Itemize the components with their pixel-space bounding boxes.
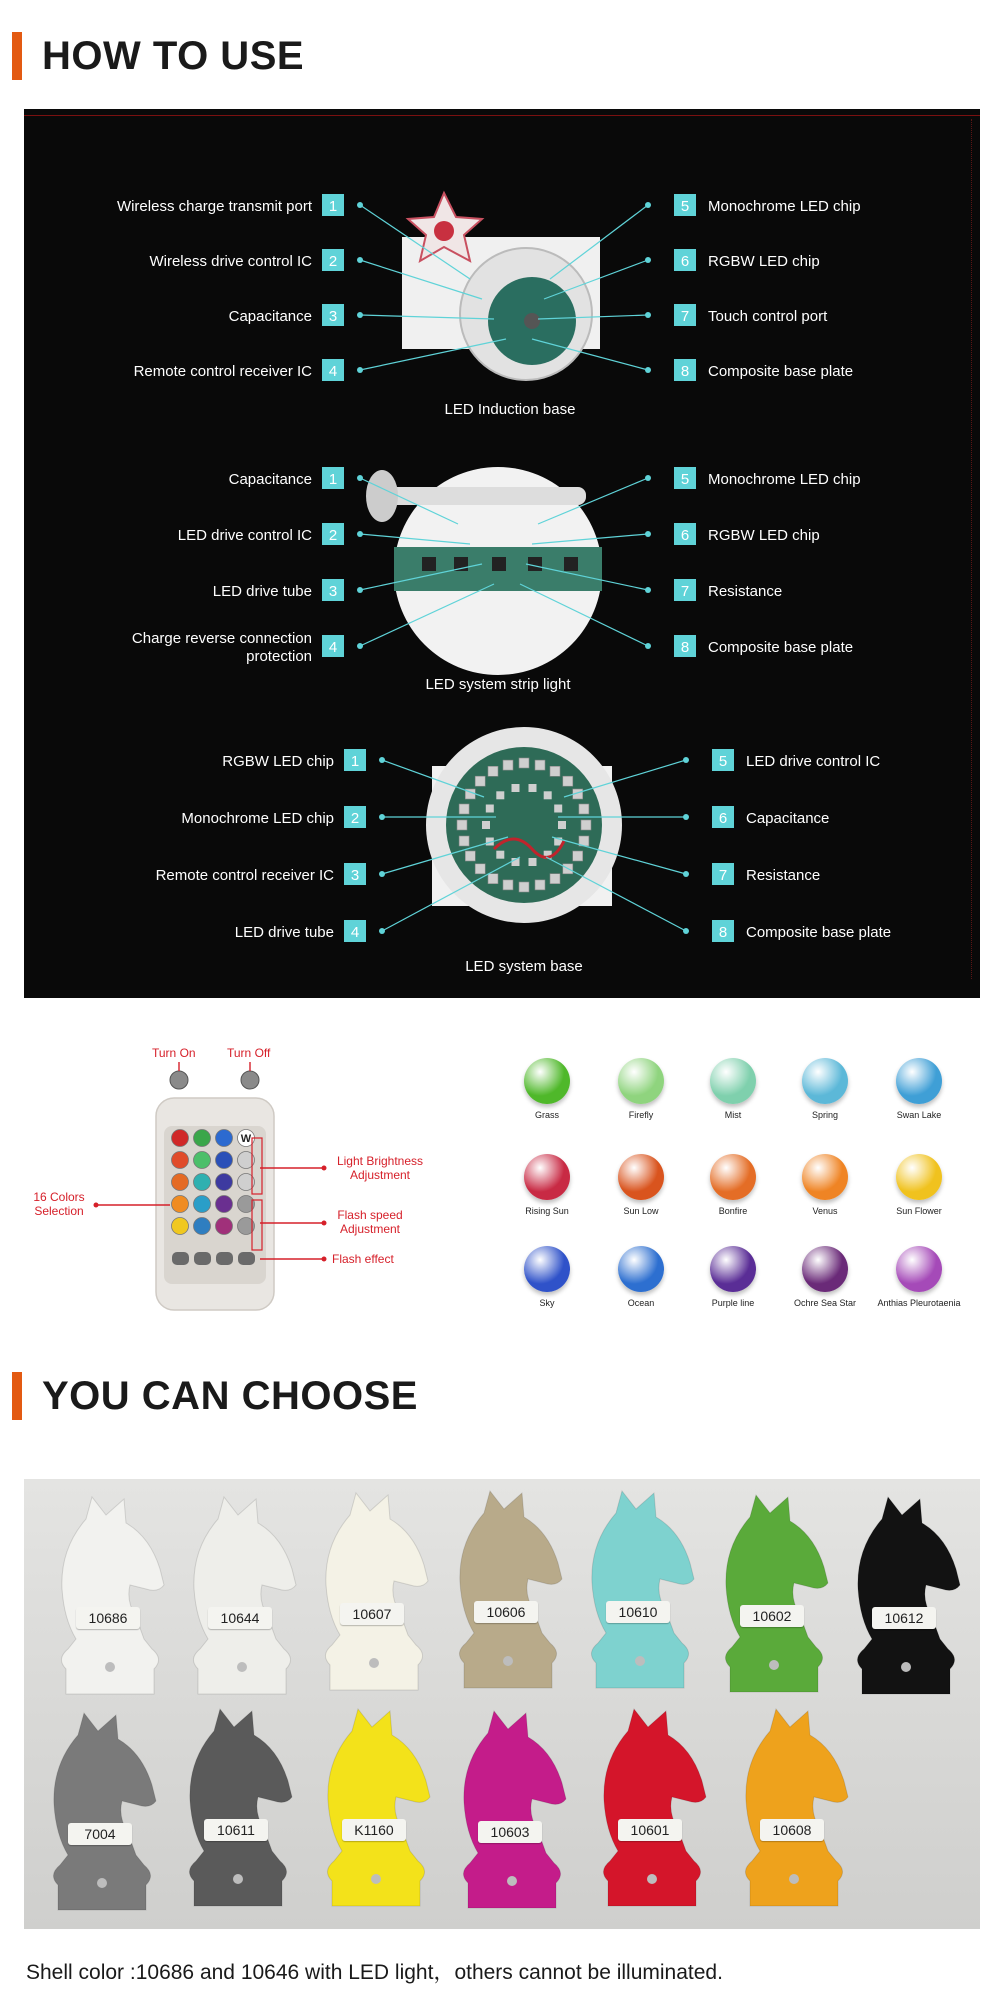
callout-label-left: Capacitance xyxy=(228,308,312,325)
colors-selection-line2: Selection xyxy=(34,1204,84,1218)
horse-shell xyxy=(38,1705,166,1920)
led-chip xyxy=(496,851,504,859)
callout-number: 2 xyxy=(328,527,338,544)
callout-label-left: Remote control receiver IC xyxy=(133,363,312,380)
horse-shell xyxy=(310,1485,438,1700)
diagram-caption: LED system strip light xyxy=(425,676,571,693)
remote-key xyxy=(216,1174,233,1191)
diagram-block-1 xyxy=(117,193,861,418)
color-ball xyxy=(524,1154,570,1200)
callout-label-left: LED drive tube xyxy=(234,924,334,941)
remote-key xyxy=(194,1152,211,1169)
orange-accent-bar xyxy=(12,32,22,80)
flash-speed-line1: Flash speed xyxy=(337,1208,403,1222)
shell-color-code: 10608 xyxy=(760,1819,824,1841)
fine-print-text xyxy=(14,1443,374,1450)
color-option xyxy=(686,1246,780,1308)
callout-number: 7 xyxy=(718,867,728,884)
led-chip xyxy=(535,880,545,890)
remote-key xyxy=(194,1174,211,1191)
color-name: Purple line xyxy=(711,1298,755,1308)
color-option xyxy=(686,1058,780,1120)
remote-key xyxy=(172,1218,189,1235)
callout-number: 4 xyxy=(328,639,338,656)
color-ball-grid xyxy=(500,1058,970,1318)
mount-hole xyxy=(635,1656,645,1666)
color-option xyxy=(500,1154,594,1216)
led-diagram-panel xyxy=(24,109,980,998)
color-name: Venus xyxy=(812,1206,838,1216)
led-chip xyxy=(488,874,498,884)
led-chip xyxy=(529,858,537,866)
shell-color-code: 10686 xyxy=(76,1607,140,1629)
color-ball xyxy=(896,1154,942,1200)
color-name: Spring xyxy=(811,1110,838,1120)
horse-shell xyxy=(842,1489,970,1704)
callout-number: 1 xyxy=(328,471,338,488)
you-can-choose-header xyxy=(12,1372,418,1420)
mount-hole xyxy=(105,1662,115,1672)
remote-key xyxy=(216,1130,233,1147)
callout-label-right: Capacitance xyxy=(746,810,830,827)
callout-label-right: Composite base plate xyxy=(708,363,854,380)
led-chip xyxy=(579,804,589,814)
callout-number: 3 xyxy=(328,308,338,325)
led-chip xyxy=(496,791,504,799)
horse-shell xyxy=(444,1483,572,1698)
color-name: Swan Lake xyxy=(896,1110,942,1120)
callout-label-right: Monochrome LED chip xyxy=(708,471,861,488)
color-name: Grass xyxy=(534,1110,559,1120)
mount-hole xyxy=(507,1876,517,1886)
shell-color-code: K1160 xyxy=(342,1819,406,1841)
led-chip xyxy=(544,791,552,799)
callout-number: 8 xyxy=(718,924,728,941)
flash-effect-label: Flash effect xyxy=(332,1252,394,1266)
mount-hole xyxy=(789,1874,799,1884)
shell-color-code: 10607 xyxy=(340,1603,404,1625)
led-chip xyxy=(503,880,513,890)
horse-shape xyxy=(730,1701,858,1911)
remote-key-w: W xyxy=(240,1133,252,1145)
color-ball xyxy=(802,1154,848,1200)
brightness-line1: Light Brightness xyxy=(336,1154,424,1168)
callout-label-right: Resistance xyxy=(708,583,783,600)
led-chip xyxy=(457,820,467,830)
horse-shell xyxy=(178,1489,306,1704)
callout-label-left: Capacitance xyxy=(228,471,312,488)
mount-hole xyxy=(97,1878,107,1888)
color-option xyxy=(594,1058,688,1120)
color-ball xyxy=(896,1246,942,1292)
remote-key xyxy=(172,1152,189,1169)
callout-label-left: Charge reverse connection xyxy=(131,630,312,647)
shell-color-photo xyxy=(24,1479,980,1929)
led-chip xyxy=(475,776,485,786)
color-ball xyxy=(524,1246,570,1292)
flash-effect-key xyxy=(194,1252,211,1265)
diagram-canvas xyxy=(24,109,980,998)
system-base-pcb xyxy=(446,747,602,903)
remote-key xyxy=(172,1130,189,1147)
color-ball xyxy=(710,1058,756,1104)
mount-hole xyxy=(769,1660,779,1670)
diagram-caption: LED system base xyxy=(465,958,583,975)
shell-color-code: 10603 xyxy=(478,1821,542,1843)
horse-shell xyxy=(730,1701,858,1916)
horse-shell xyxy=(312,1701,440,1916)
color-option xyxy=(872,1154,966,1216)
mount-hole xyxy=(647,1874,657,1884)
shell-color-code: 10610 xyxy=(606,1601,670,1623)
color-option xyxy=(594,1246,688,1308)
callout-label-right: Touch control port xyxy=(708,308,828,325)
horse-shell xyxy=(710,1487,838,1702)
horse-shell xyxy=(576,1483,704,1698)
diagram-caption: LED Induction base xyxy=(444,401,576,418)
color-option xyxy=(778,1058,872,1120)
shell-color-code: 10606 xyxy=(474,1601,538,1623)
callout-number: 1 xyxy=(350,753,360,770)
callout-number: 6 xyxy=(718,810,728,827)
color-ball xyxy=(802,1246,848,1292)
callout-label-right: Monochrome LED chip xyxy=(708,198,861,215)
remote-key xyxy=(194,1130,211,1147)
callout-label-left: LED drive tube xyxy=(212,583,312,600)
remote-key xyxy=(194,1196,211,1213)
color-ball xyxy=(896,1058,942,1104)
how-to-use-title: HOW TO USE xyxy=(42,33,305,78)
callout-label-left: Wireless charge transmit port xyxy=(116,198,312,215)
callout-number: 5 xyxy=(718,753,728,770)
horse-shape xyxy=(448,1703,576,1913)
shell-color-note: Shell color :10686 and 10646 with LED light，others cannot be illuminated. xyxy=(26,1961,723,1984)
color-ball xyxy=(710,1246,756,1292)
strip-chip xyxy=(564,557,578,571)
led-chip xyxy=(459,804,469,814)
remote-key xyxy=(216,1152,233,1169)
color-name: Ochre Sea Star xyxy=(793,1298,857,1308)
callout-label-left: protection xyxy=(246,648,312,665)
how-to-use-header xyxy=(12,32,304,80)
color-ball xyxy=(710,1154,756,1200)
horse-shape xyxy=(174,1701,302,1911)
callout-number: 4 xyxy=(350,924,360,941)
shell-color-code: 10611 xyxy=(204,1819,268,1841)
shell-color-code: 10602 xyxy=(740,1605,804,1627)
color-ball xyxy=(618,1058,664,1104)
led-chip xyxy=(554,805,562,813)
horse-shape xyxy=(38,1705,166,1915)
color-option xyxy=(500,1246,594,1308)
strip-chip xyxy=(528,557,542,571)
callout-label-left: Monochrome LED chip xyxy=(181,810,334,827)
callout-label-right: Composite base plate xyxy=(746,924,892,941)
callout-number: 5 xyxy=(680,198,690,215)
color-name: Sky xyxy=(539,1298,555,1308)
strip-chip xyxy=(422,557,436,571)
color-option xyxy=(872,1246,966,1308)
brightness-label xyxy=(332,1154,428,1182)
callout-label-left: LED drive control IC xyxy=(177,527,312,544)
horse-shape xyxy=(310,1485,438,1695)
horse-shape xyxy=(710,1487,838,1697)
callout-label-left: Remote control receiver IC xyxy=(155,867,334,884)
mount-hole xyxy=(233,1874,243,1884)
callout-number: 3 xyxy=(350,867,360,884)
callout-label-left: RGBW LED chip xyxy=(222,753,334,770)
horse-shell xyxy=(46,1489,174,1704)
callout-number: 1 xyxy=(328,198,338,215)
callout-number: 3 xyxy=(328,583,338,600)
remote-key xyxy=(172,1174,189,1191)
flash-effect-key xyxy=(216,1252,233,1265)
horse-shape xyxy=(312,1701,440,1911)
mount-hole xyxy=(369,1658,379,1668)
horse-shape xyxy=(842,1489,970,1699)
callout-label-right: Resistance xyxy=(746,867,821,884)
callout-label-left: Wireless drive control IC xyxy=(149,253,312,270)
led-chip xyxy=(488,766,498,776)
remote-key xyxy=(194,1218,211,1235)
led-chip xyxy=(519,882,529,892)
color-name: Sun Low xyxy=(623,1206,659,1216)
callout-number: 5 xyxy=(680,471,690,488)
callout-number: 8 xyxy=(680,639,690,656)
callout-label-right: Composite base plate xyxy=(708,639,854,656)
led-chip xyxy=(550,766,560,776)
remote-key xyxy=(172,1196,189,1213)
colors-selection-label xyxy=(26,1190,92,1218)
you-can-choose-title: YOU CAN CHOOSE xyxy=(42,1373,418,1418)
horse-shape xyxy=(576,1483,704,1693)
horse-shell xyxy=(174,1701,302,1916)
callout-number: 4 xyxy=(328,363,338,380)
led-chip xyxy=(550,874,560,884)
colors-selection-line1: 16 Colors xyxy=(33,1190,85,1204)
diagram-block-3 xyxy=(156,727,892,975)
orange-accent-bar xyxy=(12,1372,22,1420)
color-name: Rising Sun xyxy=(525,1206,569,1216)
led-chip xyxy=(459,836,469,846)
color-name: Ocean xyxy=(627,1298,655,1308)
strip-endcap xyxy=(366,470,398,522)
led-chip xyxy=(563,776,573,786)
flash-effect-key xyxy=(238,1252,255,1265)
led-chip xyxy=(558,821,566,829)
color-ball xyxy=(524,1058,570,1104)
horse-shape xyxy=(178,1489,306,1699)
horse-shell xyxy=(588,1701,716,1916)
mount-hole xyxy=(503,1656,513,1666)
mount-hole xyxy=(901,1662,911,1672)
color-option xyxy=(500,1058,594,1120)
led-chip xyxy=(465,851,475,861)
color-name: Sun Flower xyxy=(896,1206,942,1216)
color-ball xyxy=(618,1154,664,1200)
horse-shape xyxy=(46,1489,174,1699)
callout-number: 7 xyxy=(680,308,690,325)
led-chip xyxy=(475,864,485,874)
led-chip xyxy=(529,784,537,792)
shell-color-code: 10601 xyxy=(618,1819,682,1841)
strip-chip xyxy=(492,557,506,571)
shell-color-code: 10644 xyxy=(208,1607,272,1629)
remote-key xyxy=(216,1218,233,1235)
color-ball xyxy=(618,1246,664,1292)
color-option xyxy=(686,1154,780,1216)
callout-number: 2 xyxy=(350,810,360,827)
color-ball xyxy=(802,1058,848,1104)
callout-number: 2 xyxy=(328,253,338,270)
diagram-block-2 xyxy=(132,467,861,693)
callout-number: 7 xyxy=(680,583,690,600)
horse-shape xyxy=(444,1483,572,1693)
led-chip xyxy=(486,805,494,813)
callout-label-right: RGBW LED chip xyxy=(708,527,820,544)
callout-label-right: LED drive control IC xyxy=(746,753,881,770)
callout-number: 6 xyxy=(680,253,690,270)
horse-shape xyxy=(588,1701,716,1911)
color-option xyxy=(778,1154,872,1216)
flash-effect-key xyxy=(172,1252,189,1265)
induction-chip xyxy=(524,313,540,329)
turn-off-label: Turn Off xyxy=(227,1046,271,1060)
star-coil xyxy=(434,221,454,241)
color-name: Mist xyxy=(724,1110,742,1120)
horse-shell xyxy=(448,1703,576,1918)
led-chip xyxy=(573,851,583,861)
led-chip xyxy=(512,784,520,792)
flash-speed-label xyxy=(330,1208,410,1236)
shell-color-code: 7004 xyxy=(68,1823,132,1845)
flash-speed-line2: Adjustment xyxy=(339,1222,401,1236)
brightness-line2: Adjustment xyxy=(349,1168,411,1182)
led-chip xyxy=(581,820,591,830)
color-option xyxy=(594,1154,688,1216)
mount-hole xyxy=(237,1662,247,1672)
color-option xyxy=(778,1246,872,1308)
remote-control-area xyxy=(24,1040,464,1320)
callout-number: 6 xyxy=(680,527,690,544)
callout-label-right: RGBW LED chip xyxy=(708,253,820,270)
color-name: Bonfire xyxy=(718,1206,748,1216)
strip-tube xyxy=(376,487,586,505)
led-chip xyxy=(535,760,545,770)
turn-on-label: Turn On xyxy=(152,1046,196,1060)
led-chip xyxy=(482,821,490,829)
callout-number: 8 xyxy=(680,363,690,380)
mount-hole xyxy=(371,1874,381,1884)
led-chip xyxy=(503,760,513,770)
shell-color-code: 10612 xyxy=(872,1607,936,1629)
color-name: Anthias Pleurotaenia xyxy=(877,1298,961,1308)
color-option xyxy=(872,1058,966,1120)
color-name: Firefly xyxy=(628,1110,654,1120)
led-chip xyxy=(519,758,529,768)
remote-key xyxy=(216,1196,233,1213)
